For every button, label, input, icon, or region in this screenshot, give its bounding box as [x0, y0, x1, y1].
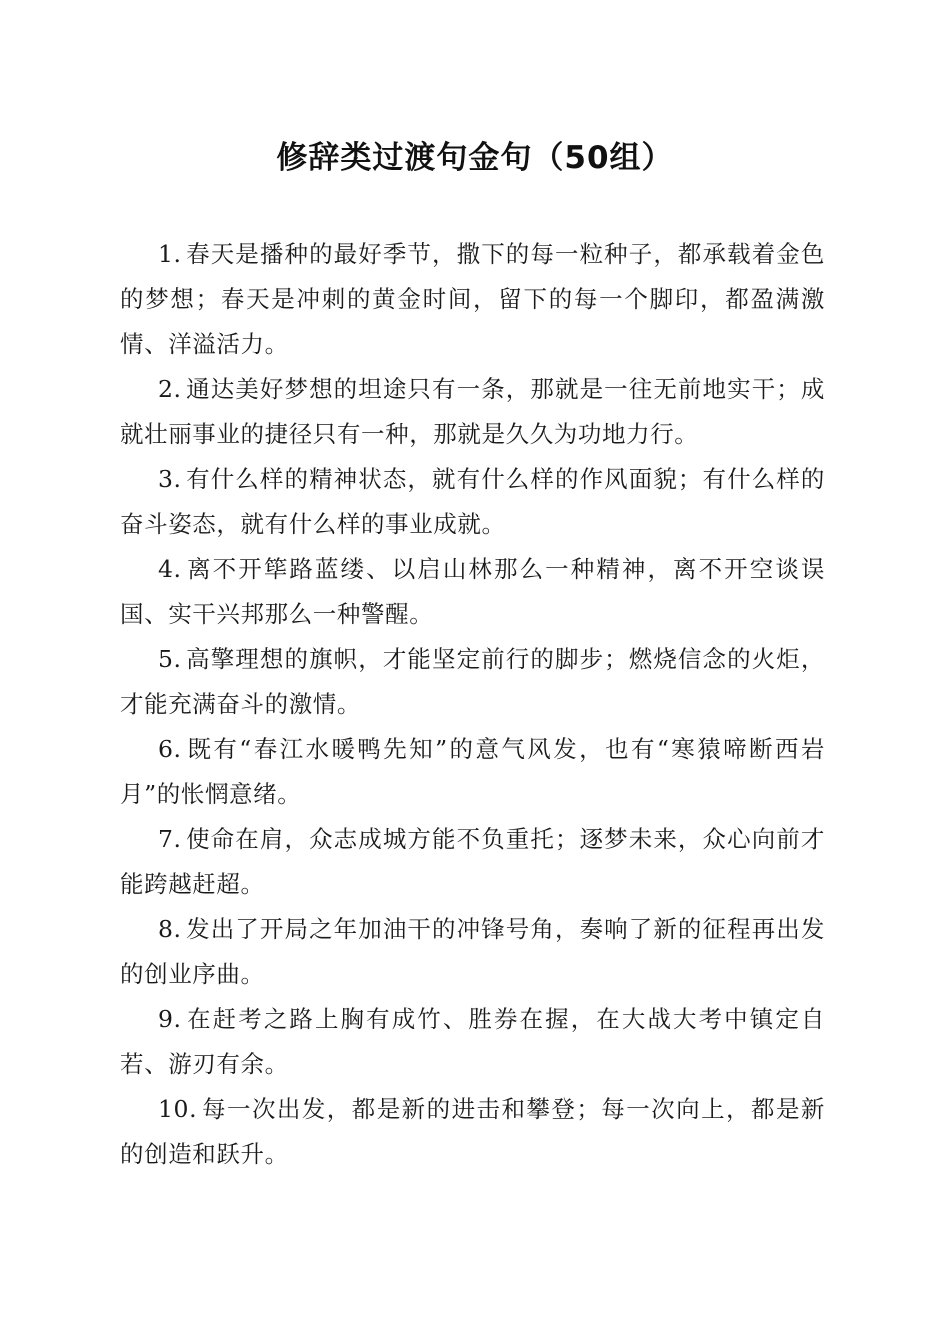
item-text: 发出了开局之年加油干的冲锋号角，奏响了新的征程再出发的创业序曲。: [120, 915, 825, 988]
item-text: 在赶考之路上胸有成竹、胜券在握，在大战大考中镇定自若、游刃有余。: [120, 1005, 825, 1078]
item-text: 离不开筚路蓝缕、以启山林那么一种精神，离不开空谈误国、实干兴邦那么一种警醒。: [120, 555, 825, 628]
item-number: 3.: [158, 465, 182, 493]
item-number: 4.: [158, 555, 182, 583]
item-number: 7.: [158, 825, 182, 853]
item-number: 9.: [158, 1005, 182, 1033]
item-text: 通达美好梦想的坦途只有一条，那就是一往无前地实干；成就壮丽事业的捷径只有一种，那就是久久为功地力行。: [120, 375, 825, 448]
item-number: 6.: [158, 735, 182, 763]
item-text: 有什么样的精神状态，就有什么样的作风面貌；有什么样的奋斗姿态，就有什么样的事业成就。: [120, 465, 825, 538]
list-item: [120, 997, 825, 1087]
list-item: [120, 727, 825, 817]
item-number: 2.: [158, 375, 182, 403]
list-item: [120, 457, 825, 547]
list-item: [120, 907, 825, 997]
item-text: 每一次出发，都是新的进击和攀登；每一次向上，都是新的创造和跃升。: [120, 1095, 825, 1168]
item-number: 8.: [158, 915, 182, 943]
item-text: 使命在肩，众志成城方能不负重托；逐梦未来，众心向前才能跨越赶超。: [120, 825, 825, 898]
item-text: 既有“春江水暖鸭先知”的意气风发，也有“寒猿啼断西岩月”的怅惘意绪。: [120, 735, 825, 808]
list-item: [120, 547, 825, 637]
item-text: 春天是播种的最好季节，撒下的每一粒种子，都承载着金色的梦想；春天是冲刺的黄金时间，留下的每一个脚印，都盈满激情、洋溢活力。: [120, 240, 825, 358]
list-item: [120, 367, 825, 457]
list-item: [120, 232, 825, 367]
document-body: [120, 232, 825, 1177]
list-item: [120, 817, 825, 907]
page-title: 修辞类过渡句金句（50组）: [276, 140, 674, 176]
item-text: 高擎理想的旗帜，才能坚定前行的脚步；燃烧信念的火炬，才能充满奋斗的激情。: [120, 645, 825, 718]
item-number: 10.: [158, 1095, 198, 1123]
list-item: [120, 1087, 825, 1177]
item-number: 1.: [158, 240, 182, 268]
list-item: [120, 637, 825, 727]
item-number: 5.: [158, 645, 182, 673]
